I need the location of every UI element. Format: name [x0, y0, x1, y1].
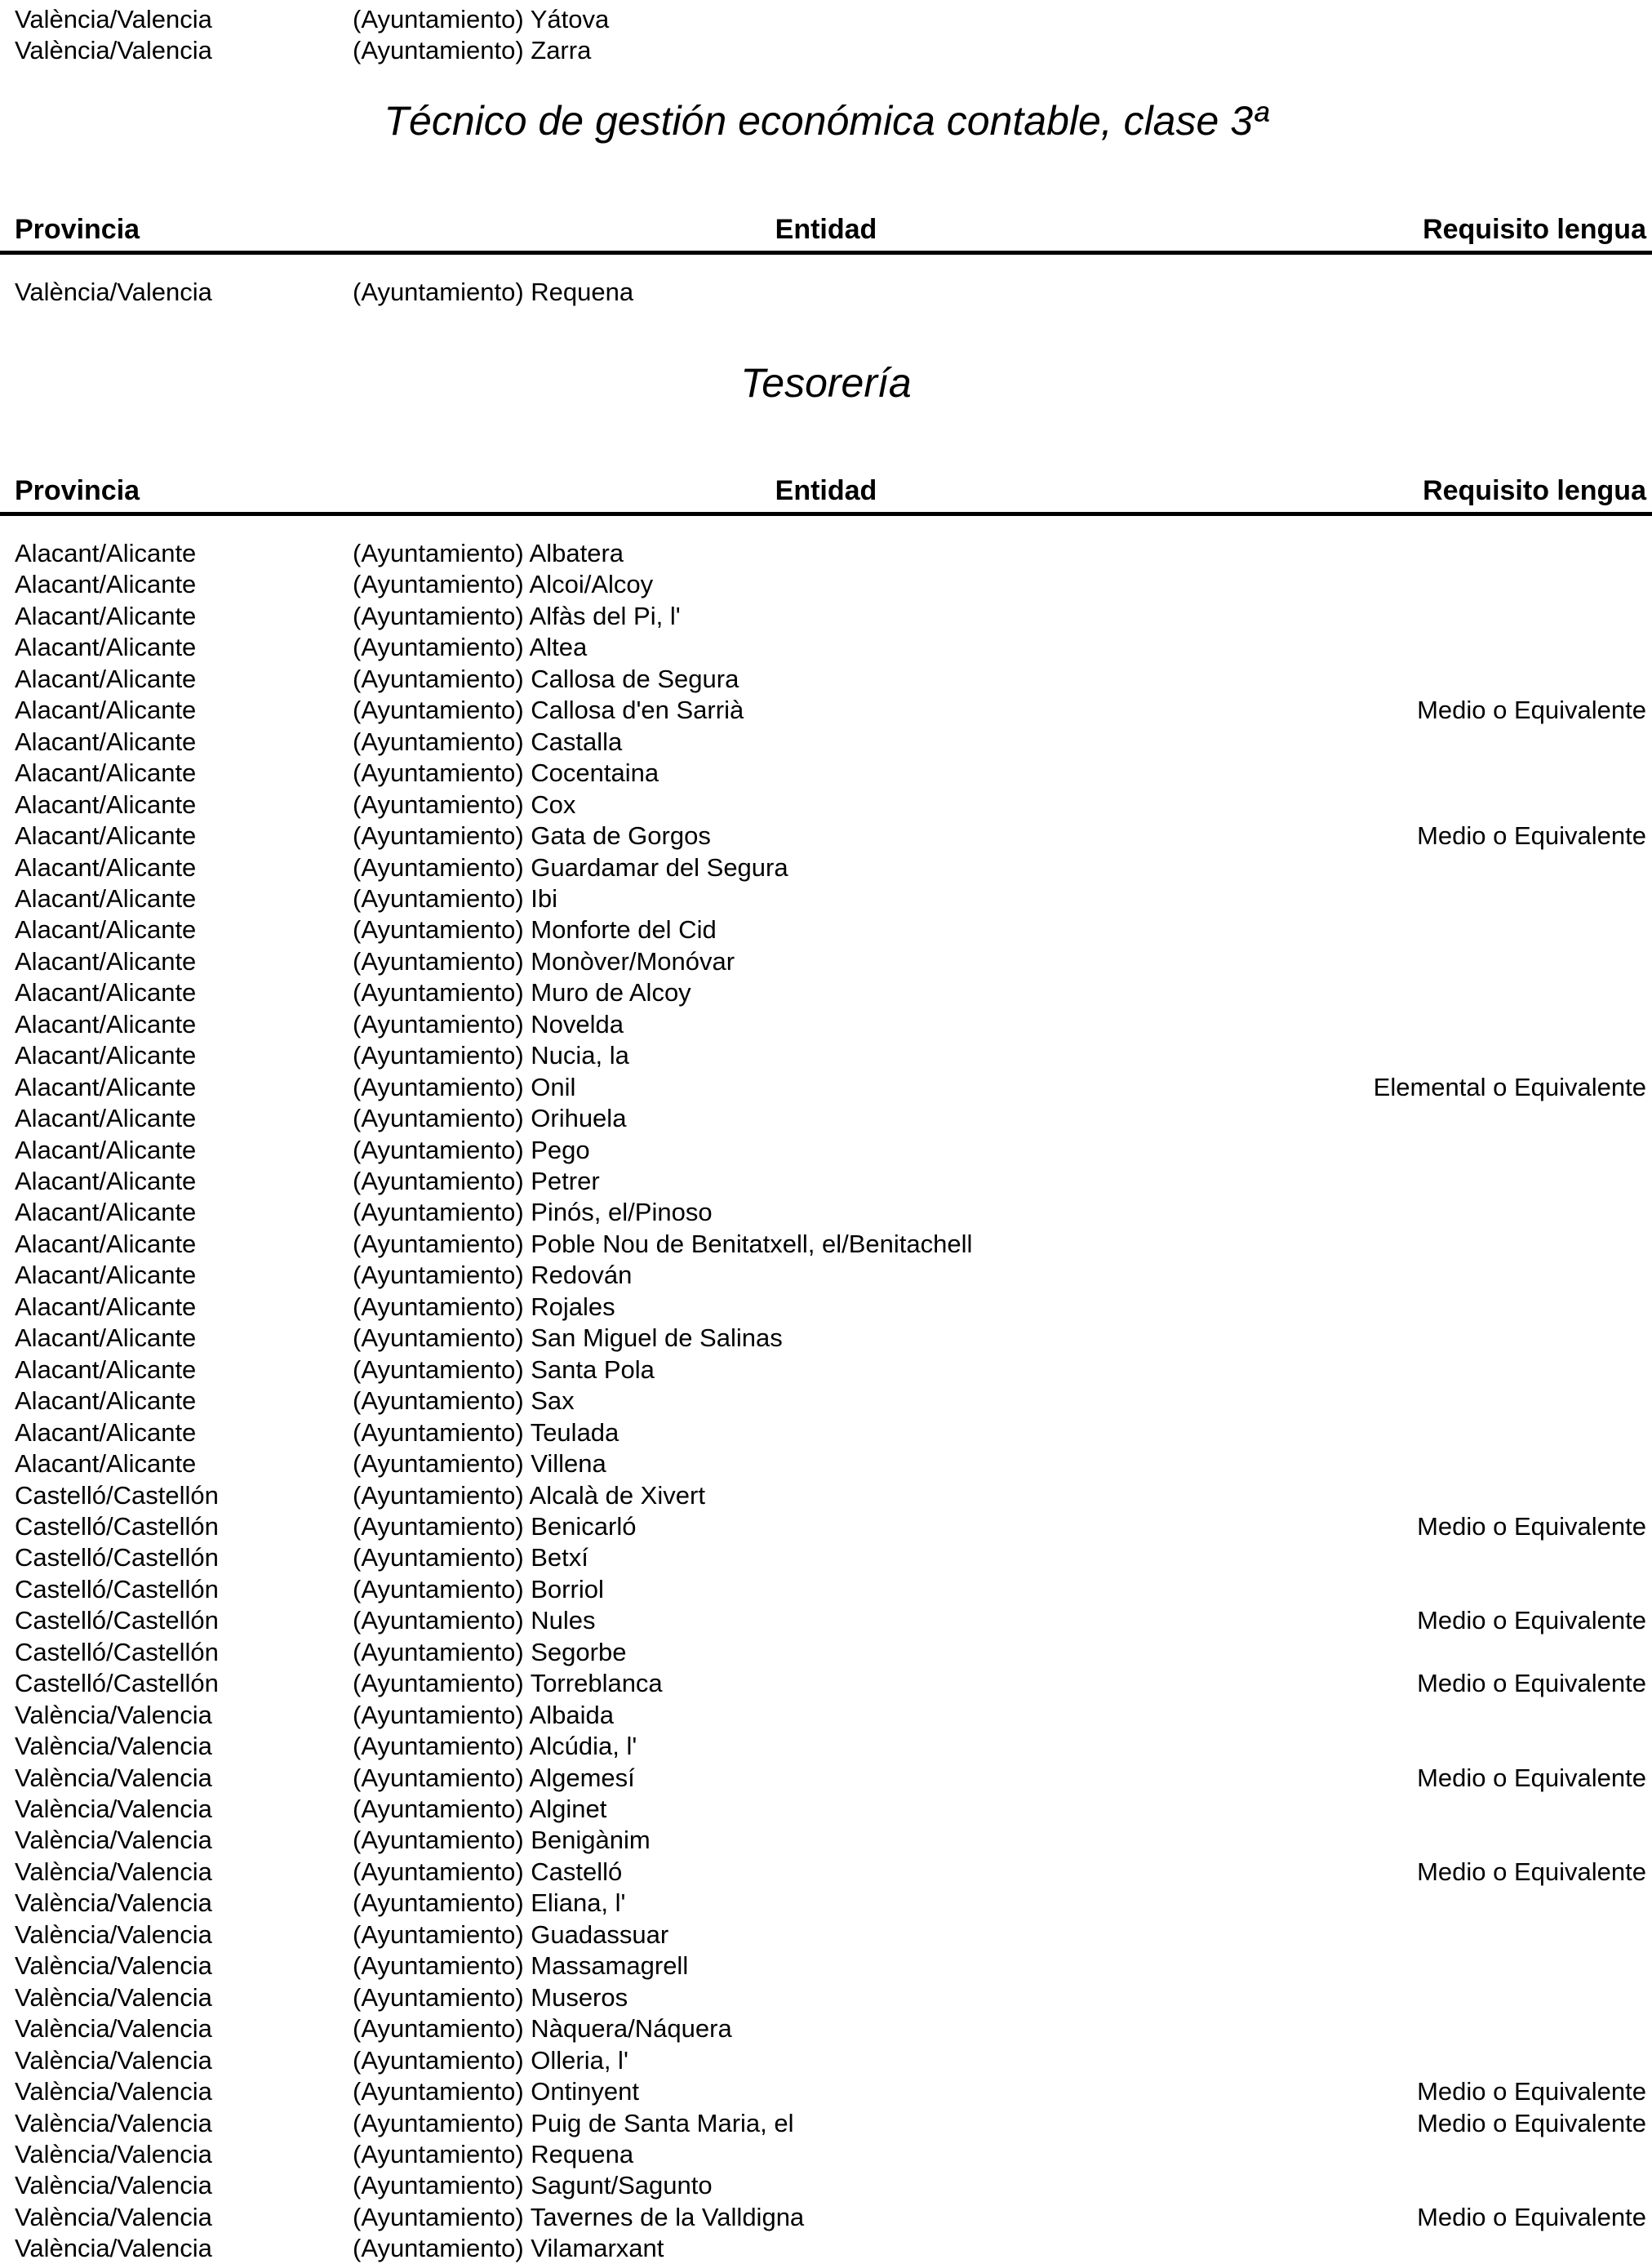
- entidad-cell: (Ayuntamiento) Sagunt/Sagunto: [353, 2171, 713, 2200]
- entidad-cell: (Ayuntamiento) San Miguel de Salinas: [353, 1323, 783, 1353]
- requisito-cell: Elemental o Equivalente: [1373, 1072, 1646, 1101]
- entidad-cell: (Ayuntamiento) Castalla: [353, 727, 623, 756]
- provincia-cell: Alacant/Alicante: [15, 883, 197, 913]
- entidad-cell: (Ayuntamiento) Alcoi/Alcoy: [353, 570, 654, 599]
- requisito-cell: Medio o Equivalente: [1417, 2077, 1646, 2106]
- entidad-cell: (Ayuntamiento) Albatera: [353, 539, 624, 567]
- section-title: Tesorería: [740, 360, 912, 406]
- entidad-cell: (Ayuntamiento) Callosa de Segura: [353, 664, 739, 693]
- provincia-cell: València/Valencia: [15, 1732, 212, 1761]
- provincia-cell: Alacant/Alicante: [15, 633, 197, 662]
- entidad-cell: (Ayuntamiento) Requena: [353, 2139, 634, 2168]
- table-row: [0, 35, 1652, 66]
- requisito-cell: Medio o Equivalente: [1417, 2108, 1646, 2137]
- table-row: [0, 1668, 1652, 1699]
- header-requisito: Requisito lengua: [1423, 475, 1646, 506]
- table-row: [0, 1386, 1652, 1417]
- header-rule: [0, 512, 1652, 516]
- entidad-cell: (Ayuntamiento) Betxí: [353, 1543, 588, 1572]
- entidad-cell: (Ayuntamiento) Ibi: [353, 883, 557, 913]
- requisito-cell: Medio o Equivalente: [1417, 1763, 1646, 1792]
- provincia-cell: València/Valencia: [15, 1951, 212, 1981]
- table-row: [0, 1919, 1652, 1950]
- table-row: [0, 1857, 1652, 1888]
- entidad-cell: (Ayuntamiento) Villena: [353, 1449, 606, 1479]
- entidad-cell: (Ayuntamiento) Alcalà de Xivert: [353, 1480, 705, 1510]
- entidad-cell: (Ayuntamiento) Museros: [353, 1982, 628, 2012]
- provincia-cell: València/Valencia: [15, 2077, 212, 2106]
- entidad-cell: (Ayuntamiento) Cocentaina: [353, 758, 659, 788]
- provincia-cell: Alacant/Alicante: [15, 1009, 197, 1039]
- entidad-cell: (Ayuntamiento) Monforte del Cid: [353, 915, 717, 945]
- table-row: [0, 4, 1652, 35]
- entidad-cell: (Ayuntamiento) Yátova: [353, 5, 610, 33]
- provincia-cell: València/Valencia: [15, 2234, 212, 2263]
- entidad-cell: (Ayuntamiento) Cox: [353, 790, 576, 819]
- provincia-cell: Alacant/Alicante: [15, 1449, 197, 1479]
- table-row: [0, 1072, 1652, 1103]
- entidad-cell: (Ayuntamiento) Torreblanca: [353, 1669, 663, 1698]
- table-row: [0, 1197, 1652, 1228]
- entidad-cell: (Ayuntamiento) Borriol: [353, 1574, 604, 1603]
- entidad-cell: (Ayuntamiento) Sax: [353, 1386, 575, 1416]
- entidad-cell: (Ayuntamiento) Poble Nou de Benitatxell, el/Benitachell: [353, 1229, 973, 1258]
- table-row: [0, 2139, 1652, 2170]
- provincia-cell: València/Valencia: [15, 1857, 212, 1886]
- entidad-cell: (Ayuntamiento) Puig de Santa Maria, el: [353, 2108, 794, 2137]
- provincia-cell: Alacant/Alicante: [15, 727, 197, 756]
- entidad-cell: (Ayuntamiento) Tavernes de la Valldigna: [353, 2202, 805, 2231]
- table-row: [0, 1260, 1652, 1291]
- provincia-cell: Alacant/Alicante: [15, 601, 197, 630]
- provincia-cell: València/Valencia: [15, 36, 212, 65]
- entidad-cell: (Ayuntamiento) Altea: [353, 633, 588, 662]
- provincia-cell: Alacant/Alicante: [15, 852, 197, 882]
- entidad-cell: (Ayuntamiento) Alfàs del Pi, l': [353, 601, 681, 630]
- table-row: [0, 914, 1652, 945]
- table-row: [0, 538, 1652, 569]
- provincia-cell: Alacant/Alicante: [15, 1229, 197, 1258]
- entidad-cell: (Ayuntamiento) Guardamar del Segura: [353, 852, 788, 882]
- table-row: [0, 695, 1652, 726]
- entidad-cell: (Ayuntamiento) Albaida: [353, 1700, 614, 1729]
- provincia-cell: València/Valencia: [15, 1700, 212, 1729]
- entidad-cell: (Ayuntamiento) Alcúdia, l': [353, 1732, 637, 1761]
- provincia-cell: Castelló/Castellón: [15, 1543, 219, 1572]
- provincia-cell: València/Valencia: [15, 2014, 212, 2044]
- table-row: [0, 2202, 1652, 2233]
- entidad-cell: (Ayuntamiento) Callosa d'en Sarrià: [353, 696, 744, 725]
- provincia-cell: València/Valencia: [15, 1982, 212, 2012]
- header-rule: [0, 251, 1652, 255]
- provincia-cell: Alacant/Alicante: [15, 946, 197, 976]
- entidad-cell: (Ayuntamiento) Monòver/Monóvar: [353, 946, 735, 976]
- entidad-cell: (Ayuntamiento) Benicarló: [353, 1511, 637, 1541]
- entidad-cell: (Ayuntamiento) Rojales: [353, 1292, 615, 1321]
- entidad-cell: (Ayuntamiento) Eliana, l': [353, 1888, 626, 1918]
- entidad-cell: (Ayuntamiento) Segorbe: [353, 1637, 627, 1666]
- entidad-cell: (Ayuntamiento) Nàquera/Náquera: [353, 2014, 732, 2044]
- table-row: [0, 1763, 1652, 1794]
- provincia-cell: Alacant/Alicante: [15, 790, 197, 819]
- table-row: [0, 1542, 1652, 1573]
- entidad-cell: (Ayuntamiento) Vilamarxant: [353, 2234, 664, 2263]
- table-row: [0, 1574, 1652, 1605]
- table-row: [0, 1950, 1652, 1982]
- table-row: [0, 1700, 1652, 1731]
- provincia-cell: Alacant/Alicante: [15, 978, 197, 1007]
- table-row: [0, 1135, 1652, 1166]
- provincia-cell: València/Valencia: [15, 1919, 212, 1949]
- entidad-cell: (Ayuntamiento) Novelda: [353, 1009, 624, 1039]
- provincia-cell: València/Valencia: [15, 278, 212, 306]
- entidad-cell: (Ayuntamiento) Gata de Gorgos: [353, 821, 711, 851]
- table-row: [0, 1825, 1652, 1856]
- table-row: [0, 1982, 1652, 2013]
- table-row: [0, 1323, 1652, 1354]
- table-row: [0, 277, 1652, 308]
- table-row: [0, 1229, 1652, 1260]
- entidad-cell: (Ayuntamiento) Guadassuar: [353, 1919, 669, 1949]
- table-row: [0, 664, 1652, 695]
- entidad-cell: (Ayuntamiento) Castelló: [353, 1857, 623, 1886]
- header-provincia: Provincia: [15, 475, 140, 506]
- provincia-cell: València/Valencia: [15, 2045, 212, 2075]
- header-entidad: Entidad: [775, 214, 877, 245]
- table-row: [0, 1731, 1652, 1762]
- table-row: [0, 1637, 1652, 1668]
- entidad-cell: (Ayuntamiento) Onil: [353, 1072, 576, 1101]
- requisito-cell: Medio o Equivalente: [1417, 1857, 1646, 1886]
- entidad-cell: (Ayuntamiento) Ontinyent: [353, 2077, 639, 2106]
- table-row: [0, 1888, 1652, 1919]
- header-provincia: Provincia: [15, 214, 140, 245]
- table-row: [0, 2013, 1652, 2044]
- provincia-cell: Alacant/Alicante: [15, 1104, 197, 1133]
- table-row: [0, 1511, 1652, 1542]
- requisito-cell: Medio o Equivalente: [1417, 1669, 1646, 1698]
- provincia-cell: València/Valencia: [15, 2108, 212, 2137]
- entidad-cell: (Ayuntamiento) Alginet: [353, 1795, 607, 1823]
- table-row: [0, 1354, 1652, 1386]
- provincia-cell: Alacant/Alicante: [15, 696, 197, 725]
- table-row: [0, 946, 1652, 977]
- section-title: Técnico de gestión económica contable, clase 3ª: [384, 98, 1268, 144]
- table-row: [0, 1480, 1652, 1511]
- table-row: [0, 2076, 1652, 2107]
- entidad-cell: (Ayuntamiento) Algemesí: [353, 1763, 635, 1792]
- table-row: [0, 1794, 1652, 1825]
- table-header: [0, 213, 1652, 246]
- provincia-cell: Alacant/Alicante: [15, 1198, 197, 1227]
- entidad-cell: (Ayuntamiento) Benigànim: [353, 1826, 651, 1855]
- header-entidad: Entidad: [775, 475, 877, 506]
- provincia-cell: Castelló/Castellón: [15, 1480, 219, 1510]
- table-row: [0, 758, 1652, 789]
- provincia-cell: Castelló/Castellón: [15, 1606, 219, 1635]
- provincia-cell: Castelló/Castellón: [15, 1669, 219, 1698]
- entidad-cell: (Ayuntamiento) Petrer: [353, 1167, 600, 1195]
- table-row: [0, 601, 1652, 632]
- entidad-cell: (Ayuntamiento) Olleria, l': [353, 2045, 628, 2075]
- requisito-cell: Medio o Equivalente: [1417, 821, 1646, 851]
- provincia-cell: València/Valencia: [15, 1826, 212, 1855]
- table-row: [0, 569, 1652, 600]
- provincia-cell: València/Valencia: [15, 1888, 212, 1918]
- provincia-cell: Alacant/Alicante: [15, 539, 197, 567]
- provincia-cell: Castelló/Castellón: [15, 1574, 219, 1603]
- provincia-cell: València/Valencia: [15, 5, 212, 33]
- requisito-cell: Medio o Equivalente: [1417, 1511, 1646, 1541]
- provincia-cell: Alacant/Alicante: [15, 1354, 197, 1384]
- provincia-cell: Alacant/Alicante: [15, 1135, 197, 1164]
- provincia-cell: Alacant/Alicante: [15, 1386, 197, 1416]
- table-row: [0, 2170, 1652, 2201]
- header-requisito: Requisito lengua: [1423, 214, 1646, 245]
- provincia-cell: Alacant/Alicante: [15, 664, 197, 693]
- entidad-cell: (Ayuntamiento) Requena: [353, 278, 634, 306]
- table-row: [0, 1448, 1652, 1479]
- provincia-cell: València/Valencia: [15, 1795, 212, 1823]
- provincia-cell: Alacant/Alicante: [15, 1292, 197, 1321]
- provincia-cell: Alacant/Alicante: [15, 1261, 197, 1290]
- provincia-cell: València/Valencia: [15, 2171, 212, 2200]
- entidad-cell: (Ayuntamiento) Zarra: [353, 36, 592, 65]
- table-row: [0, 883, 1652, 914]
- entidad-cell: (Ayuntamiento) Redován: [353, 1261, 633, 1290]
- entidad-cell: (Ayuntamiento) Nucia, la: [353, 1041, 629, 1070]
- provincia-cell: Alacant/Alicante: [15, 570, 197, 599]
- provincia-cell: València/Valencia: [15, 2202, 212, 2231]
- table-row: [0, 727, 1652, 758]
- table-row: [0, 2045, 1652, 2076]
- table-row: [0, 2233, 1652, 2264]
- table-header: [0, 474, 1652, 507]
- table-row: [0, 1040, 1652, 1071]
- table-row: [0, 977, 1652, 1008]
- table-row: [0, 1605, 1652, 1636]
- requisito-cell: Medio o Equivalente: [1417, 2202, 1646, 2231]
- entidad-cell: (Ayuntamiento) Pego: [353, 1135, 590, 1164]
- provincia-cell: Alacant/Alicante: [15, 1072, 197, 1101]
- provincia-cell: València/Valencia: [15, 1763, 212, 1792]
- entidad-cell: (Ayuntamiento) Muro de Alcoy: [353, 978, 691, 1007]
- entidad-cell: (Ayuntamiento) Teulada: [353, 1417, 620, 1447]
- entidad-cell: (Ayuntamiento) Massamagrell: [353, 1951, 689, 1981]
- table-row: [0, 1417, 1652, 1448]
- table-row: [0, 852, 1652, 883]
- provincia-cell: Alacant/Alicante: [15, 1041, 197, 1070]
- table-row: [0, 1166, 1652, 1197]
- table-row: [0, 821, 1652, 852]
- provincia-cell: Alacant/Alicante: [15, 821, 197, 851]
- entidad-cell: (Ayuntamiento) Santa Pola: [353, 1354, 655, 1384]
- table-row: [0, 1009, 1652, 1040]
- provincia-cell: Alacant/Alicante: [15, 1323, 197, 1353]
- entidad-cell: (Ayuntamiento) Nules: [353, 1606, 596, 1635]
- table-row: [0, 1103, 1652, 1134]
- table-row: [0, 790, 1652, 821]
- provincia-cell: Alacant/Alicante: [15, 1167, 197, 1195]
- requisito-cell: Medio o Equivalente: [1417, 696, 1646, 725]
- table-row: [0, 1292, 1652, 1323]
- provincia-cell: València/Valencia: [15, 2139, 212, 2168]
- requisito-cell: Medio o Equivalente: [1417, 1606, 1646, 1635]
- provincia-cell: Castelló/Castellón: [15, 1637, 219, 1666]
- entidad-cell: (Ayuntamiento) Orihuela: [353, 1104, 627, 1133]
- table-row: [0, 632, 1652, 663]
- provincia-cell: Alacant/Alicante: [15, 1417, 197, 1447]
- table-row: [0, 2108, 1652, 2139]
- entidad-cell: (Ayuntamiento) Pinós, el/Pinoso: [353, 1198, 713, 1227]
- provincia-cell: Castelló/Castellón: [15, 1511, 219, 1541]
- provincia-cell: Alacant/Alicante: [15, 758, 197, 788]
- provincia-cell: Alacant/Alicante: [15, 915, 197, 945]
